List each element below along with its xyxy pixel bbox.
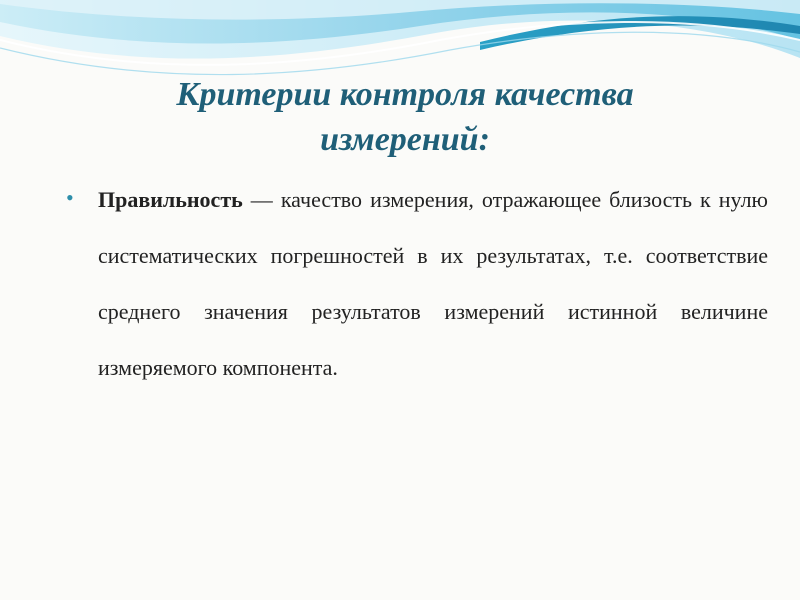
bullet-paragraph <box>98 172 768 396</box>
bullet-marker: • <box>66 185 74 210</box>
term-label: Правильность <box>98 187 243 212</box>
term-definition: — качество измерения, отражающее близость к нулю систематических погрешностей в их результатах, т.е. соответствие среднего значения результатов измерений истинной величине измеряемого компонента. <box>98 187 768 380</box>
slide-title: Критерии контроля качества измерений: <box>176 76 634 158</box>
